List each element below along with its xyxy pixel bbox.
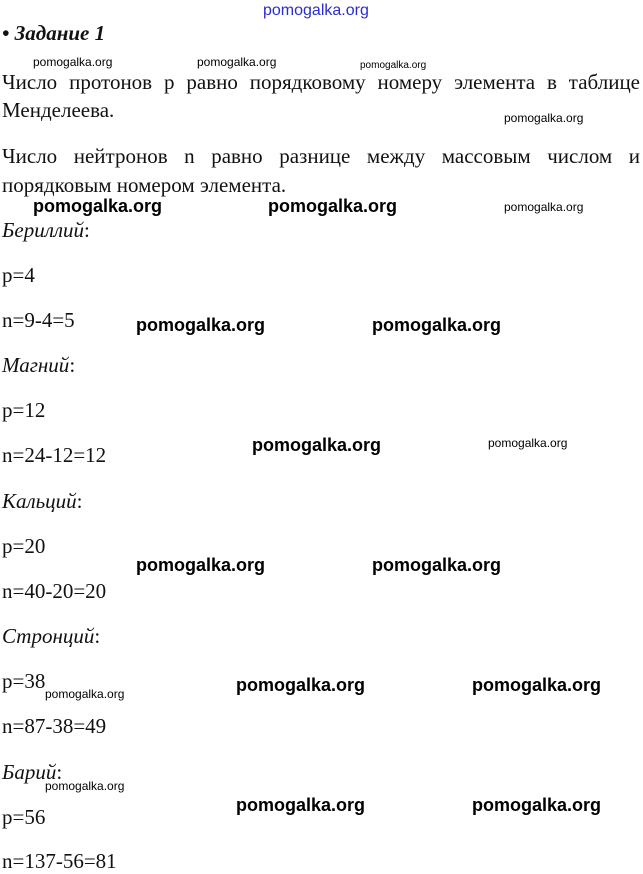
watermark: pomogalka.org	[45, 779, 125, 793]
watermark: pomogalka.org	[268, 196, 398, 216]
paragraph-protons-line1: Число протонов р равно порядковому номеру элемента в таблице	[2, 70, 640, 94]
paragraph-neutrons-line1: Число нейтронов n равно разнице между массовым числом и	[2, 144, 640, 168]
watermark: pomogalka.org	[197, 55, 277, 69]
watermark: pomogalka.org	[504, 200, 584, 214]
watermark: pomogalka.org	[504, 111, 584, 125]
watermark: pomogalka.org	[236, 795, 366, 815]
watermark: pomogalka.org	[33, 196, 163, 216]
paragraph-protons-line2: Менделеева.	[2, 98, 115, 122]
neutrons-magnesium: n=24-12=12	[2, 443, 107, 467]
protons-barium: p=56	[2, 805, 46, 829]
element-name-beryllium: Бериллий:	[2, 218, 90, 242]
element-name-magnesium: Магний:	[2, 353, 76, 377]
watermark: pomogalka.org	[252, 435, 382, 455]
watermark: pomogalka.org	[360, 60, 427, 71]
element-name-calcium: Кальций:	[2, 489, 83, 513]
watermark: pomogalka.org	[136, 555, 266, 575]
element-name-barium: Барий:	[2, 760, 63, 784]
watermark: pomogalka.org	[372, 555, 502, 575]
watermark: pomogalka.org	[45, 687, 125, 701]
protons-beryllium: p=4	[2, 263, 35, 287]
watermark: pomogalka.org	[372, 315, 502, 335]
paragraph-neutrons-line2: порядковым номером элемента.	[2, 173, 287, 197]
watermark: pomogalka.org	[472, 675, 602, 695]
neutrons-beryllium: n=9-4=5	[2, 308, 75, 332]
element-name-strontium: Стронций:	[2, 624, 101, 648]
watermark: pomogalka.org	[33, 55, 113, 69]
protons-strontium: p=38	[2, 669, 46, 693]
watermark: pomogalka.org	[472, 795, 602, 815]
task-heading: • Задание 1	[2, 21, 106, 45]
neutrons-barium: n=137-56=81	[2, 849, 117, 873]
watermark: pomogalka.org	[488, 436, 568, 450]
neutrons-calcium: n=40-20=20	[2, 579, 107, 603]
protons-calcium: p=20	[2, 534, 46, 558]
watermark-top: pomogalka.org	[263, 2, 369, 19]
watermark: pomogalka.org	[136, 315, 266, 335]
protons-magnesium: p=12	[2, 398, 46, 422]
watermark: pomogalka.org	[236, 675, 366, 695]
neutrons-strontium: n=87-38=49	[2, 714, 107, 738]
